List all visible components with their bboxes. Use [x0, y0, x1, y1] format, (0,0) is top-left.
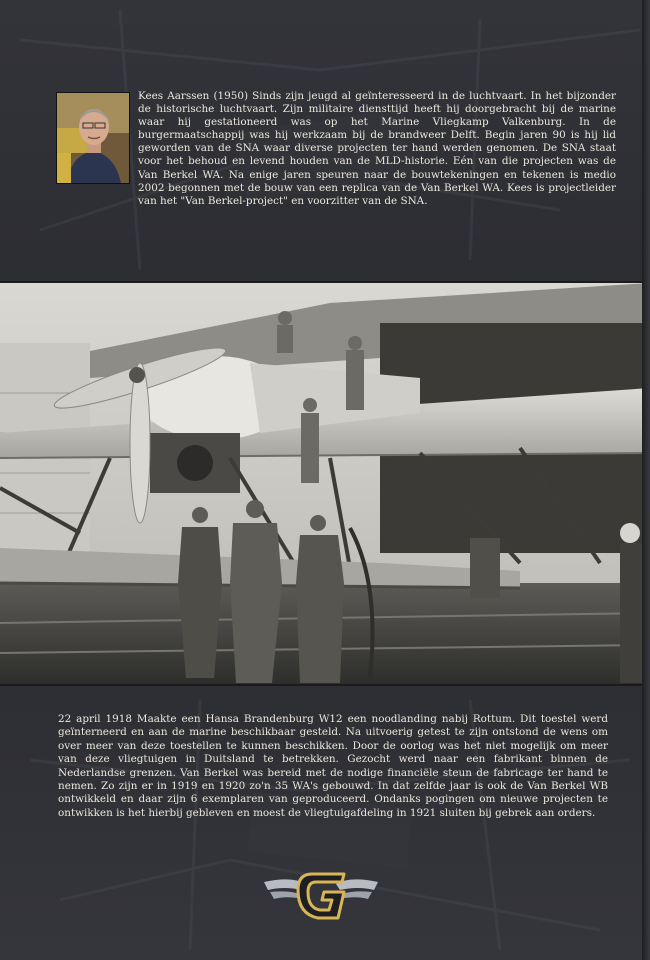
history-text: 22 april 1918 Maakte een Hansa Brandenburg W12 een noodlanding nabij Rottum. Dit toestel werd geïnterneerd en aan de marine beschikbaar gesteld. Na uitvoerig getest te zijn ontstond de wens om over meer van deze toestellen te kunnen beschikken. Door de oorlog was het niet mogelijk om meer van deze vliegtuigen in Duitsland te betrekken. Gezocht werd naar een fabrikant binnen de Nederlandse grenzen. Van Berkel was bereid met de nodige financiële steun de fabricage ter hand te nemen. Zo zijn er in 1919 en 1920 zo'n 35 WA's gebouwd. In dat zelfde jaar is ook de Van Berkel WB ontwikkeld en daar zijn 6 exemplaren van geproduceerd. Ondanks pogingen om nieuwe projecten te ontwikken is het hierbij gebleven en moest de vliegtuigafdeling in 1921 sluiten bij gebrek aan orders. [58, 713, 608, 819]
bio-text: Kees Aarssen (1950) Sinds zijn jeugd al geïnteresseerd in de luchtvaart. In het bijzonder de historische luchtvaart. Zijn militaire diensttijd heeft hij doorgebracht bij de marine waar hij gestationeerd was op het Marine Vliegkamp Valkenburg. In de burgermaatschappij was hij werkzaam bij de brandweer Delft. Begin jaren 90 is hij lid geworden van de SNA waar diverse projecten ter hand werden genomen. De SNA staat voor het behoud en levend houden van de MLD-historie. Eén van die projecten was de Van Berkel WA. Na enige jaren speuren naar de bouwtekeningen en tekenen is medio 2002 begonnen met de bouw van een replica van de Van Berkel WA. Kees is projectleider van het "Van Berkel-project" en voorzitter van de SNA. [138, 90, 616, 207]
cover-edge [642, 0, 650, 960]
author-bio [56, 90, 616, 208]
author-portrait [56, 92, 130, 184]
winged-g-logo-icon [262, 862, 380, 924]
historic-hangar-photo [0, 281, 650, 686]
